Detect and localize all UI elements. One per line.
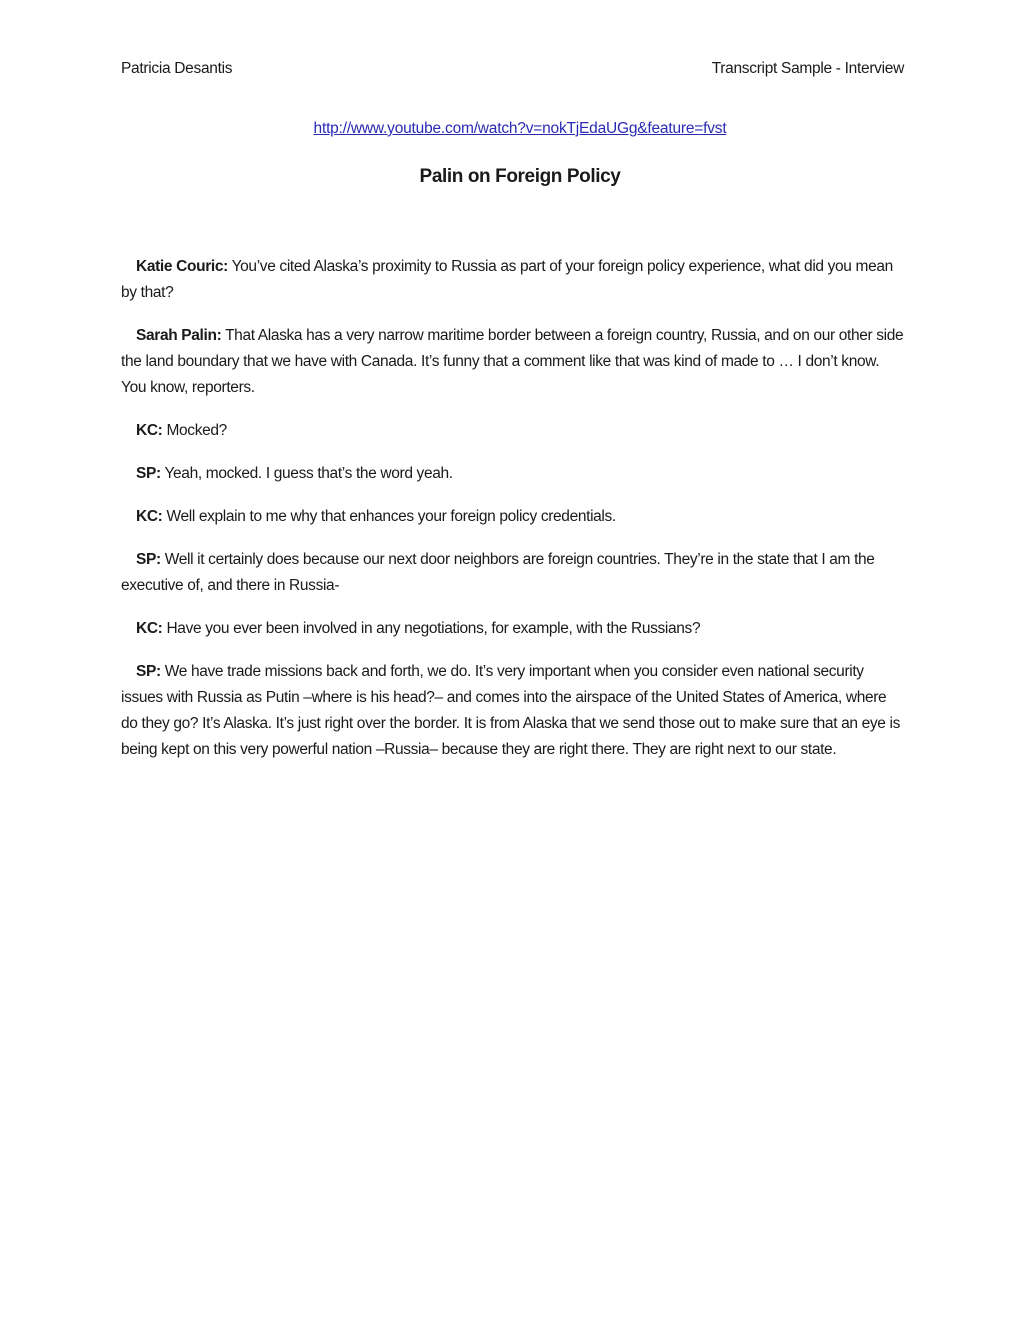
transcript-paragraph [121, 323, 905, 401]
speaker-label: SP: [136, 465, 161, 482]
transcript-paragraph [121, 616, 905, 642]
transcript-paragraph [121, 504, 905, 530]
header-author: Patricia Desantis [121, 60, 233, 77]
source-link[interactable]: http://www.youtube.com/watch?v=nokTjEdaUGg&feature=fvst [313, 120, 727, 137]
speaker-label: KC: [136, 620, 163, 637]
speaker-label: Sarah Palin: [136, 327, 222, 344]
transcript-paragraph [121, 547, 905, 599]
paragraph-text: Mocked? [162, 422, 227, 439]
transcript-paragraph [121, 254, 905, 306]
transcript-paragraph [121, 659, 905, 763]
transcript-paragraph [121, 461, 905, 487]
paragraph-text: Well it certainly does because our next door neighbors are foreign countries. They’re in the state that I am the executive of, and there in Russia- [121, 551, 875, 594]
transcript-body [121, 254, 905, 780]
header-doc-type: Transcript Sample - Interview [711, 60, 904, 77]
paragraph-text: We have trade missions back and forth, we do. It’s very important when you consider even national security issues with Russia as Putin –where is his head?– and comes into the airspace of the United States of America, where do they go? It’s Alaska. It’s just right over the border. It is from Alaska that we send those out to make sure that an eye is being kept on this very powerful nation –Russia– because they are right there. They are right next to our state. [121, 663, 900, 758]
speaker-label: KC: [136, 422, 163, 439]
page-header [121, 60, 904, 82]
speaker-label: SP: [136, 663, 161, 680]
transcript-paragraph [121, 418, 905, 444]
paragraph-text: Have you ever been involved in any negotiations, for example, with the Russians? [162, 620, 701, 637]
speaker-label: Katie Couric: [136, 258, 228, 275]
paragraph-text: Yeah, mocked. I guess that’s the word yeah. [160, 465, 453, 482]
page-title: Palin on Foreign Policy [419, 166, 621, 187]
speaker-label: KC: [136, 508, 163, 525]
paragraph-text: Well explain to me why that enhances your foreign policy credentials. [162, 508, 616, 525]
paragraph-text: That Alaska has a very narrow maritime border between a foreign country, Russia, and on our other side the land boundary that we have with Canada. It’s funny that a comment like that was kind of made to … I don’t know. You know, reporters. [121, 327, 904, 396]
speaker-label: SP: [136, 551, 161, 568]
paragraph-text: You’ve cited Alaska’s proximity to Russia as part of your foreign policy experience, what did you mean by that? [121, 258, 893, 301]
